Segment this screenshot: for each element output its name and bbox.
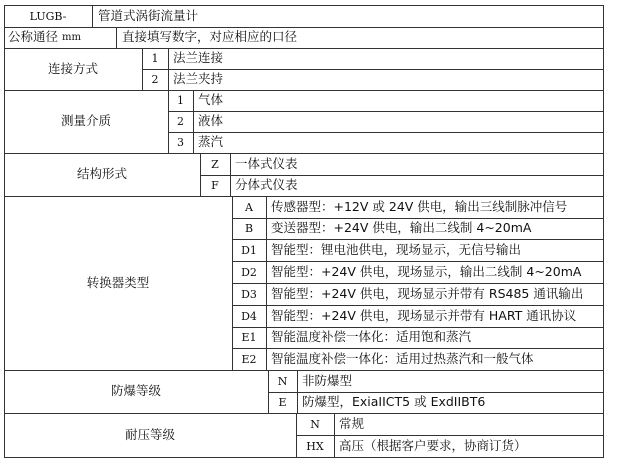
row-divider [168,132,604,133]
diameter-label: 公称通径 [8,29,59,45]
column-divider [232,196,233,370]
row-divider [142,69,604,70]
row-divider [232,327,604,328]
row-divider [232,261,604,262]
row-divider [268,392,604,393]
converter-label: 转换器类型 [86,274,150,290]
converter-code-a: A [245,200,253,214]
column-divider [142,48,143,90]
converter-text-d4: 智能型：+24V 供电，现场显示并带有 HART 通讯协议 [271,307,577,323]
table-border-right [603,5,604,458]
converter-text-d2: 智能型：+24V 供电，现场显示，输出二线制 4~20mA [271,263,582,279]
structure-text-z: 一体式仪表 [235,155,298,171]
column-divider [334,413,335,457]
explosion-code-n: N [277,374,288,388]
diameter-unit: mm [62,31,81,43]
converter-text-a: 传感器型：+12V 或 24V 供电，输出三线制脉冲信号 [271,198,568,214]
structure-text-f: 分体式仪表 [235,177,298,193]
row-divider [232,283,604,284]
row-divider [200,175,604,176]
row-divider [232,218,604,219]
connection-label: 连接方式 [47,60,98,76]
explosion-text-n: 非防爆型 [302,372,353,388]
row-divider [232,305,604,306]
column-divider [193,90,194,153]
row-divider [4,413,604,414]
medium-code-1: 1 [177,94,184,107]
converter-text-e1: 智能温度补偿一体化：适用饱和蒸汽 [271,329,472,345]
diameter-label-cell [4,27,116,48]
converter-code-b: B [244,222,254,235]
row-divider [4,153,604,154]
structure-code-z: Z [211,157,219,171]
column-divider [268,370,269,413]
explosion-code-e: E [278,396,287,409]
pressure-text-n: 常规 [339,415,365,431]
connection-code-1: 1 [151,52,159,65]
converter-code-d3: D3 [241,287,257,301]
converter-code-d1: D1 [241,243,257,257]
column-divider [296,413,297,457]
column-divider [297,370,298,413]
medium-code-2: 2 [177,115,184,128]
pressure-code-hx: HX [306,439,324,453]
table-border-left [4,5,5,458]
pressure-code-n: N [310,417,320,431]
table-border-bottom [4,457,604,458]
column-divider [200,153,201,196]
column-divider [116,27,117,48]
row-divider [168,111,604,112]
converter-text-b: 变送器型：+24V 供电，输出二线制 4~20mA [271,220,532,236]
converter-code-d2: D2 [241,265,257,279]
connection-text-2: 法兰夹持 [173,71,224,87]
converter-code-d4: D4 [241,309,257,323]
row-divider [4,27,604,28]
table-border-top [4,5,604,6]
explosion-label: 防爆等级 [110,383,161,399]
medium-text-2: 液体 [198,113,224,129]
converter-code-e1: E1 [241,331,257,344]
structure-label: 结构形式 [76,166,127,182]
connection-code-2: 2 [151,73,159,86]
converter-text-d1: 智能型：锂电池供电，现场显示，无信号输出 [271,241,522,257]
explosion-text-e: 防爆型，ExiaIICT5 或 ExdIIBT6 [302,394,486,410]
column-divider [92,5,93,27]
pressure-label: 耐压等级 [124,426,175,442]
medium-label: 测量介质 [60,113,111,129]
medium-code-3: 3 [177,136,184,149]
pressure-text-hx: 高压（根据客户要求，协商订货） [339,437,527,453]
row-divider [4,196,604,197]
structure-code-f: F [211,179,219,192]
connection-text-1: 法兰连接 [173,50,224,66]
column-divider [266,196,267,370]
column-divider [230,153,231,196]
converter-text-e2: 智能温度补偿一体化：适用过热蒸汽和一般气体 [271,350,534,366]
row-divider [232,239,604,240]
page-title: 管道式涡街流量计 [98,7,199,23]
row-divider [4,370,604,371]
medium-text-1: 气体 [198,92,224,108]
column-divider [168,48,169,153]
converter-text-d3: 智能型：+24V 供电，现场显示并带有 RS485 通讯输出 [271,285,584,301]
row-divider [4,48,604,49]
diameter-note: 直接填写数字，对应相应的口径 [122,29,298,45]
model-code: LUGB- [29,9,67,23]
medium-text-3: 蒸汽 [198,134,224,150]
row-divider [296,435,604,436]
converter-code-e2: E2 [241,352,257,366]
row-divider [4,90,604,91]
row-divider [232,348,604,349]
